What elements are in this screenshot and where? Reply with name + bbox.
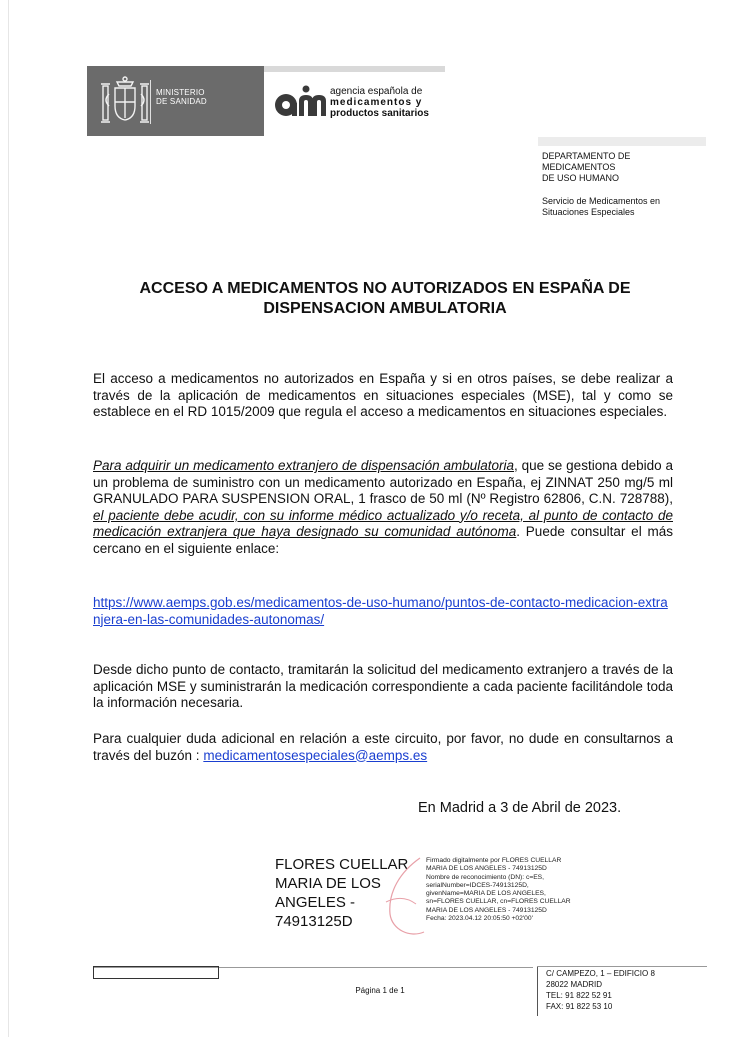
email-link[interactable]: medicamentosespeciales@aemps.es xyxy=(203,747,428,763)
coat-of-arms-icon xyxy=(95,72,155,132)
contact-points-link[interactable]: https://www.aemps.gob.es/medicamentos-de-uso-humano/puntos-de-contacto-medicacion-extranjera-en-las-comunidades-autonomas/ xyxy=(93,595,668,627)
page-number: Página 1 de 1 xyxy=(355,986,405,995)
department-block xyxy=(542,151,702,218)
paragraph-questions xyxy=(93,731,673,764)
agency-name: agencia española de medicamentos y productos sanitarios xyxy=(330,86,429,119)
service-line: Situaciones Especiales xyxy=(542,207,635,217)
footer-box xyxy=(93,966,219,979)
ministry-divider xyxy=(150,80,151,124)
header-grey-bar xyxy=(264,66,445,72)
paragraph-intro: El acceso a medicamentos no autorizados en España y si en otros países, se debe realizar a través de la aplicación de medicamentos en situaciones especiales (MSE), tal y como se establece en el RD 1015/2009 que regula el acceso a medicamentos en situaciones especiales. xyxy=(93,371,673,419)
page-edge-rule xyxy=(8,0,9,1037)
department-bar xyxy=(538,137,706,146)
procedure-text: , que se gestiona debido a un problema de suministro con un medicamento autorizado en España, ej ZINNAT 250 mg/5 ml GRANULADO PARA SUSPENSION ORAL, 1 frasco de 50 ml (Nº Registro 62806, C.N. 728788), xyxy=(93,458,673,506)
paragraph-procedure xyxy=(93,458,673,557)
aemps-logo-icon xyxy=(272,83,328,123)
footer-address: C/ CAMPEZO, 1 – EDIFICIO 8 28022 MADRID TEL: 91 822 52 91 FAX: 91 822 53 10 xyxy=(546,969,655,1011)
paragraph-contact-point: Desde dicho punto de contacto, tramitarán la solicitud del medicamento extranjero a través de la aplicación MSE y suministrarán la medicación correspondiente a cada paciente facilitándole toda la información necesaria. xyxy=(93,662,673,710)
procedure-text-end: . Puede consultar el más cercano en el siguiente enlace: xyxy=(93,524,673,556)
signature-details: Firmado digitalmente por FLORES CUELLAR MARIA DE LOS ANGELES - 74913125D Nombre de reconocimiento (DN): c=ES, serialNumber=IDCES-74913125D, givenName=MARIA DE LOS ANGELES, sn=FLORES CUELLAR, cn=FLORES CUELLAR MARIA DE LOS ANGELES - 74913125D Fecha: 2023.04.12 20:05:50 +02'00' xyxy=(426,857,571,923)
document-title: ACCESO A MEDICAMENTOS NO AUTORIZADOS EN ESPAÑA DE DISPENSACION AMBULATORIA xyxy=(139,280,631,317)
paragraph-link xyxy=(93,595,673,628)
department-line: DE USO HUMANO xyxy=(542,173,620,183)
procedure-instruction-underlined: el paciente debe acudir, con su informe médico actualizado y/o receta, al punto de contacto de medicación extranjera que haya designado su comunidad autónoma xyxy=(93,507,673,539)
procedure-heading-underlined: Para adquirir un medicamento extranjero de dispensación ambulatoria xyxy=(93,458,515,473)
department-line: MEDICAMENTOS xyxy=(542,162,616,172)
footer-divider xyxy=(537,966,538,1016)
date-line: En Madrid a 3 de Abril de 2023. xyxy=(418,800,622,816)
footer-rule-right xyxy=(537,966,707,967)
service-line: Servicio de Medicamentos en xyxy=(542,196,661,206)
department-line: DEPARTAMENTO DE xyxy=(542,151,631,161)
ministry-name: MINISTERIO DE SANIDAD xyxy=(156,88,207,106)
questions-text: Para cualquier duda adicional en relación a este circuito, por favor, no dude en consultarnos a través del buzón : xyxy=(93,731,673,763)
signature-mark-icon xyxy=(380,852,428,942)
signer-name: FLORES CUELLAR MARIA DE LOS ANGELES - 74913125D xyxy=(275,856,409,930)
